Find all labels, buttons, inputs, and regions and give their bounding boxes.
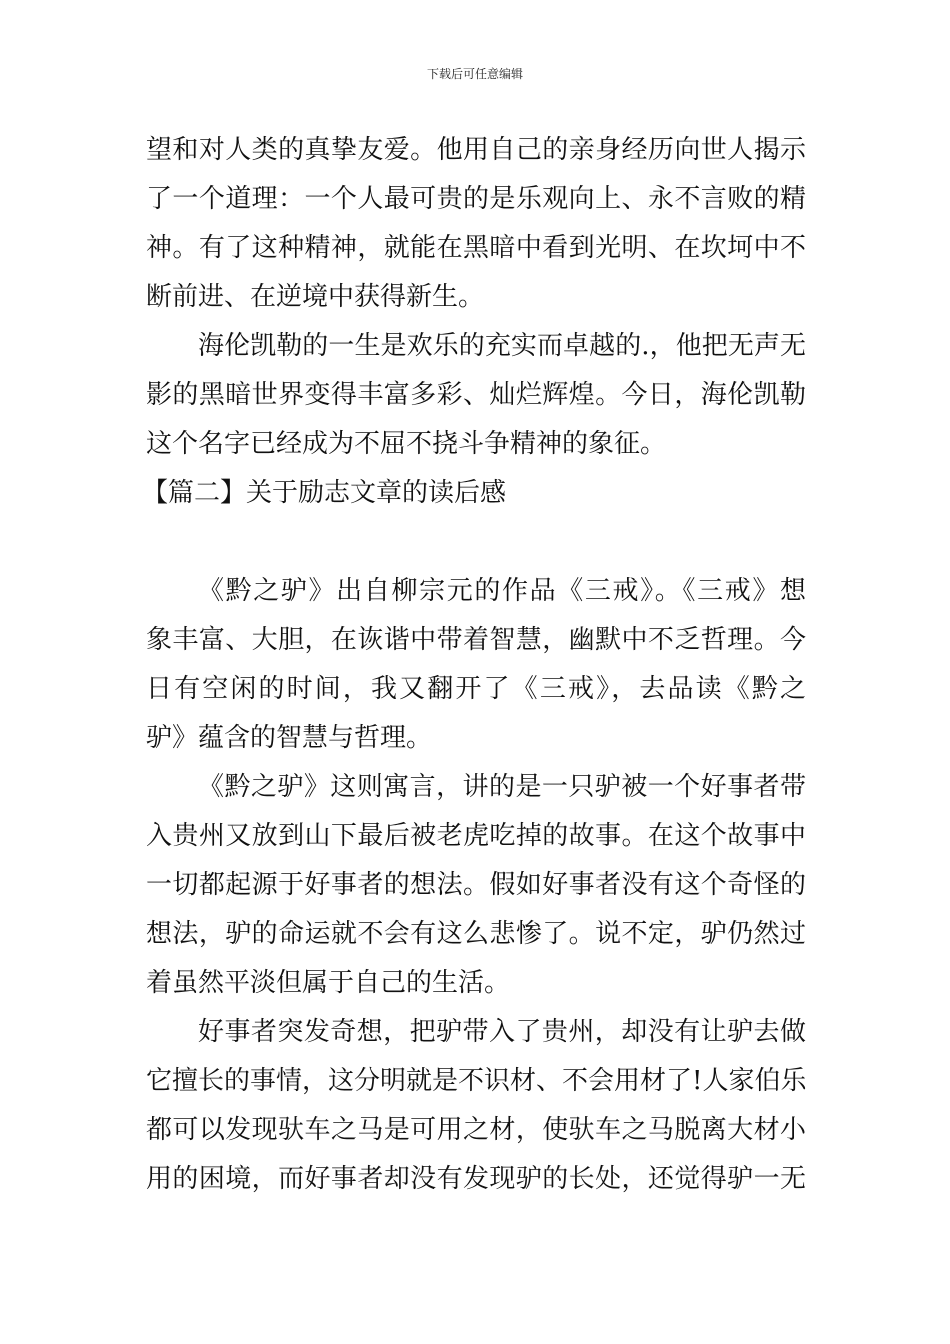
text-line: 一切都起源于好事者的想法。假如好事者没有这个奇怪的 — [146, 870, 806, 900]
text-line: 影的黑暗世界变得丰富多彩、灿烂辉煌。今日，海伦凯勒 — [146, 380, 806, 410]
text-line: 它擅长的事情，这分明就是不识材、不会用材了!人家伯乐 — [146, 1066, 807, 1096]
section-heading: 【篇二】关于励志文章的读后感 — [142, 478, 507, 508]
text-line: 入贵州又放到山下最后被老虎吃掉的故事。在这个故事中 — [146, 821, 806, 851]
text-line: 好事者突发奇想，把驴带入了贵州，却没有让驴去做 — [198, 1017, 806, 1047]
text-line: 海伦凯勒的一生是欢乐的充实而卓越的.，他把无声无 — [198, 331, 806, 361]
text-line: 望和对人类的真挚友爱。他用自己的亲身经历向世人揭示 — [146, 135, 806, 165]
text-line: 驴》蕴含的智慧与哲理。 — [146, 723, 433, 753]
text-line: 用的困境，而好事者却没有发现驴的长处，还觉得驴一无 — [146, 1164, 806, 1194]
text-line: 想法，驴的命运就不会有这么悲惨了。说不定，驴仍然过 — [146, 919, 806, 949]
blank-line — [146, 518, 806, 567]
text-line: 断前进、在逆境中获得新生。 — [146, 282, 485, 312]
text-line: 神。有了这种精神，就能在黑暗中看到光明、在坎坷中不 — [146, 233, 806, 263]
text-line: 都可以发现驮车之马是可用之材，使驮车之马脱离大材小 — [146, 1115, 806, 1145]
paragraph — [146, 322, 806, 469]
paragraph — [146, 567, 806, 763]
paragraph — [146, 126, 806, 322]
paragraph — [146, 763, 806, 1008]
page-header: 下载后可任意编辑 — [426, 67, 523, 81]
paragraph — [146, 1008, 806, 1204]
text-line: 着虽然平淡但属于自己的生活。 — [146, 968, 511, 998]
text-line: 日有空闲的时间，我又翻开了《三戒》，去品读《黔之 — [146, 674, 806, 704]
text-line: 象丰富、大胆，在诙谐中带着智慧，幽默中不乏哲理。今 — [146, 625, 806, 655]
text-line: 《黔之驴》出自柳宗元的作品《三戒》。《三戒》想 — [198, 576, 806, 606]
text-line: 这个名字已经成为不屈不挠斗争精神的象征。 — [146, 429, 667, 459]
document-body — [142, 126, 807, 1204]
text-line: 《黔之驴》这则寓言，讲的是一只驴被一个好事者带 — [198, 772, 806, 802]
text-line: 了一个道理：一个人最可贵的是乐观向上、永不言败的精 — [146, 184, 806, 214]
